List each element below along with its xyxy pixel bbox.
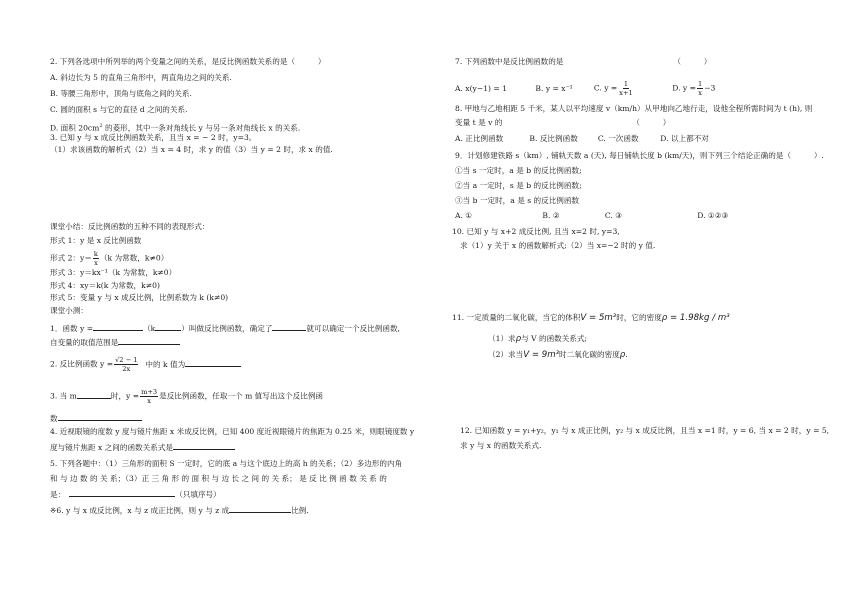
test-title: 课堂小测： xyxy=(50,306,88,315)
test-q3-line1: 3. 当 m 时，y = $\frac{m+3}{x}$ 是反比例函数，任取一个 m 值写出这个反比例函 xyxy=(50,388,324,405)
summary-form5: 形式 5：变量 y 与 x 成反比例，比例系数为 k (k≠0) xyxy=(50,293,229,302)
q9-statement1: ①当 s 一定时，a 是 b 的反比例函数; xyxy=(455,166,582,175)
test-q5-line2: 和 与 边 数 的 关 系；（3）正 三 角 形 的 面 积 与 边 长 之 间 的 关 系； 是 反 比 例 函 数 关 系 的 xyxy=(50,474,387,483)
q11-sub1: （1）求ρ与 V 的函数关系式; xyxy=(488,334,588,344)
summary-form2: 形式 2：y＝ $\frac{k}{x}$ （k 为常数，k≠0） xyxy=(50,250,169,267)
summary-form4: 形式 4：xy＝k(k 为常数，k≠0) xyxy=(50,281,160,290)
test-q5-line3: 是： （只填序号） xyxy=(50,490,221,499)
q2-option-c: C. 圆的面积 s 与它的直径 d 之间的关系. xyxy=(50,105,188,114)
q10-line2: 求（1）y 关于 x 的函数解析式;（2）当 x=−2 时的 y 值. xyxy=(460,241,656,250)
test-q4-line1: 4. 近视眼镜的度数 y 度与镜片焦距 x 米成反比例，已知 400 度近视眼镜片的焦距为 0.25 米，则眼镜度数 y xyxy=(50,427,415,436)
test-q4-line2: 度与镜片焦距 x 之间的函数关系式是 xyxy=(50,441,235,453)
q12-line2: 求 y 与 x 的函数关系式. xyxy=(460,441,542,450)
test-q6: ※6. y 与 x 成反比例，x 与 z 成正比例，则 y 与 z 成 比例. xyxy=(50,506,309,515)
q11-sub2: （2）求当V = 9m³时二氧化碳的密度ρ. xyxy=(488,350,628,360)
test-q1-line2: 自变量的取值范围是 xyxy=(50,336,180,348)
test-q3-line2: 数 xyxy=(50,412,142,424)
q12-line1: 12. 已知函数 y = y₁+y₂，y₁ 与 x 成正比例，y₂ 与 x 成反比例，且当 x =1 时，y = 6, 当 x = 2 时，y = 5, xyxy=(460,426,830,435)
q8-line2: 变量 t 是 v 的 （ ） xyxy=(455,118,671,127)
test-q2: 2. 反比例函数 y = $\frac{√2 - 1}{2x}$ 中的 k 值为 xyxy=(50,356,241,373)
q8-options: A. 正比例函数 B. 反比例函数 C. 一次函数 D. 以上都不对 xyxy=(455,134,709,143)
summary-title: 课堂小结：反比例函数的五种不同的表现形式： xyxy=(50,222,210,231)
q10-line1: 10. 已知 y 与 x+2 成反比例, 且当 x=2 时, y=3, xyxy=(452,227,620,236)
q7-stem: 7. 下列函数中是反比例函数的是 （ ） xyxy=(455,57,712,66)
q2-option-d: D. 面积 $20cm^2$ 的菱形，其中一条对角线长 y 与另一条对角线长 x 的关系. xyxy=(50,123,301,133)
q11-stem: 11. 一定质量的二氧化碳，当它的体积V = 5m³时，它的密度ρ = 1.98kg / m³ xyxy=(452,313,730,323)
test-q1-line1: 1．函数 y = （k ）叫做反比例函数，确定了 就可以确定一个反比例函数, xyxy=(50,324,400,333)
q2-option-b: B. 等腰三角形中，顶角与底角之间的关系. xyxy=(50,89,192,98)
q3-line2: （1）求该函数的解析式（2）当 x = 4 时，求 y 的值（3）当 y = 2 时，求 x 的值. xyxy=(50,145,333,154)
q9-statement2: ②当 a 一定时，s 是 b 的反比例函数; xyxy=(455,181,582,190)
q9-statement3: ③当 b 一定时，a 是 s 的反比例函数 xyxy=(455,196,580,205)
summary-form1: 形式 1：y 是 x 反比例函数 xyxy=(50,236,142,245)
q7-options: A. x(y−1) = 1 B. y = x⁻¹ C. y = $\frac{1}{x+1}$ D. y = $\frac{1}{x}$ −3 xyxy=(455,80,716,97)
q9-options: A. ① B. ② C. ③ D. ①②③ xyxy=(455,211,729,220)
q8-line1: 8. 甲地与乙地相距 5 千米，某人以平均速度 v（km/h）从甲地向乙地行走，设他全程所需时间为 t (h), 则 xyxy=(455,104,813,113)
test-q5-line1: 5. 下列各题中：（1）三角形的面积 S 一定时，它的底 a 与这个底边上的高 h 的关系；（2）多边形的内角 xyxy=(50,459,403,468)
q3-line1: 3. 已知 y 与 x 成反比例函数关系，且当 x = − 2 时，y=3。 xyxy=(50,133,257,142)
q2-option-a: A. 斜边长为 5 的直角三角形中，两直角边之间的关系. xyxy=(50,73,232,82)
summary-form3: 形式 3：y＝kx⁻¹（k 为常数，k≠0） xyxy=(50,268,177,277)
q9-stem: 9．计划修建铁路 s（km）, 铺轨天数 a (天), 每日铺轨长度 b (km/天)，则下列三个结论正确的是（ ）. xyxy=(455,151,824,160)
q2-stem: 2. 下列各选项中所列举的两个变量之间的关系，是反比例函数关系的是（ ） xyxy=(50,57,326,66)
